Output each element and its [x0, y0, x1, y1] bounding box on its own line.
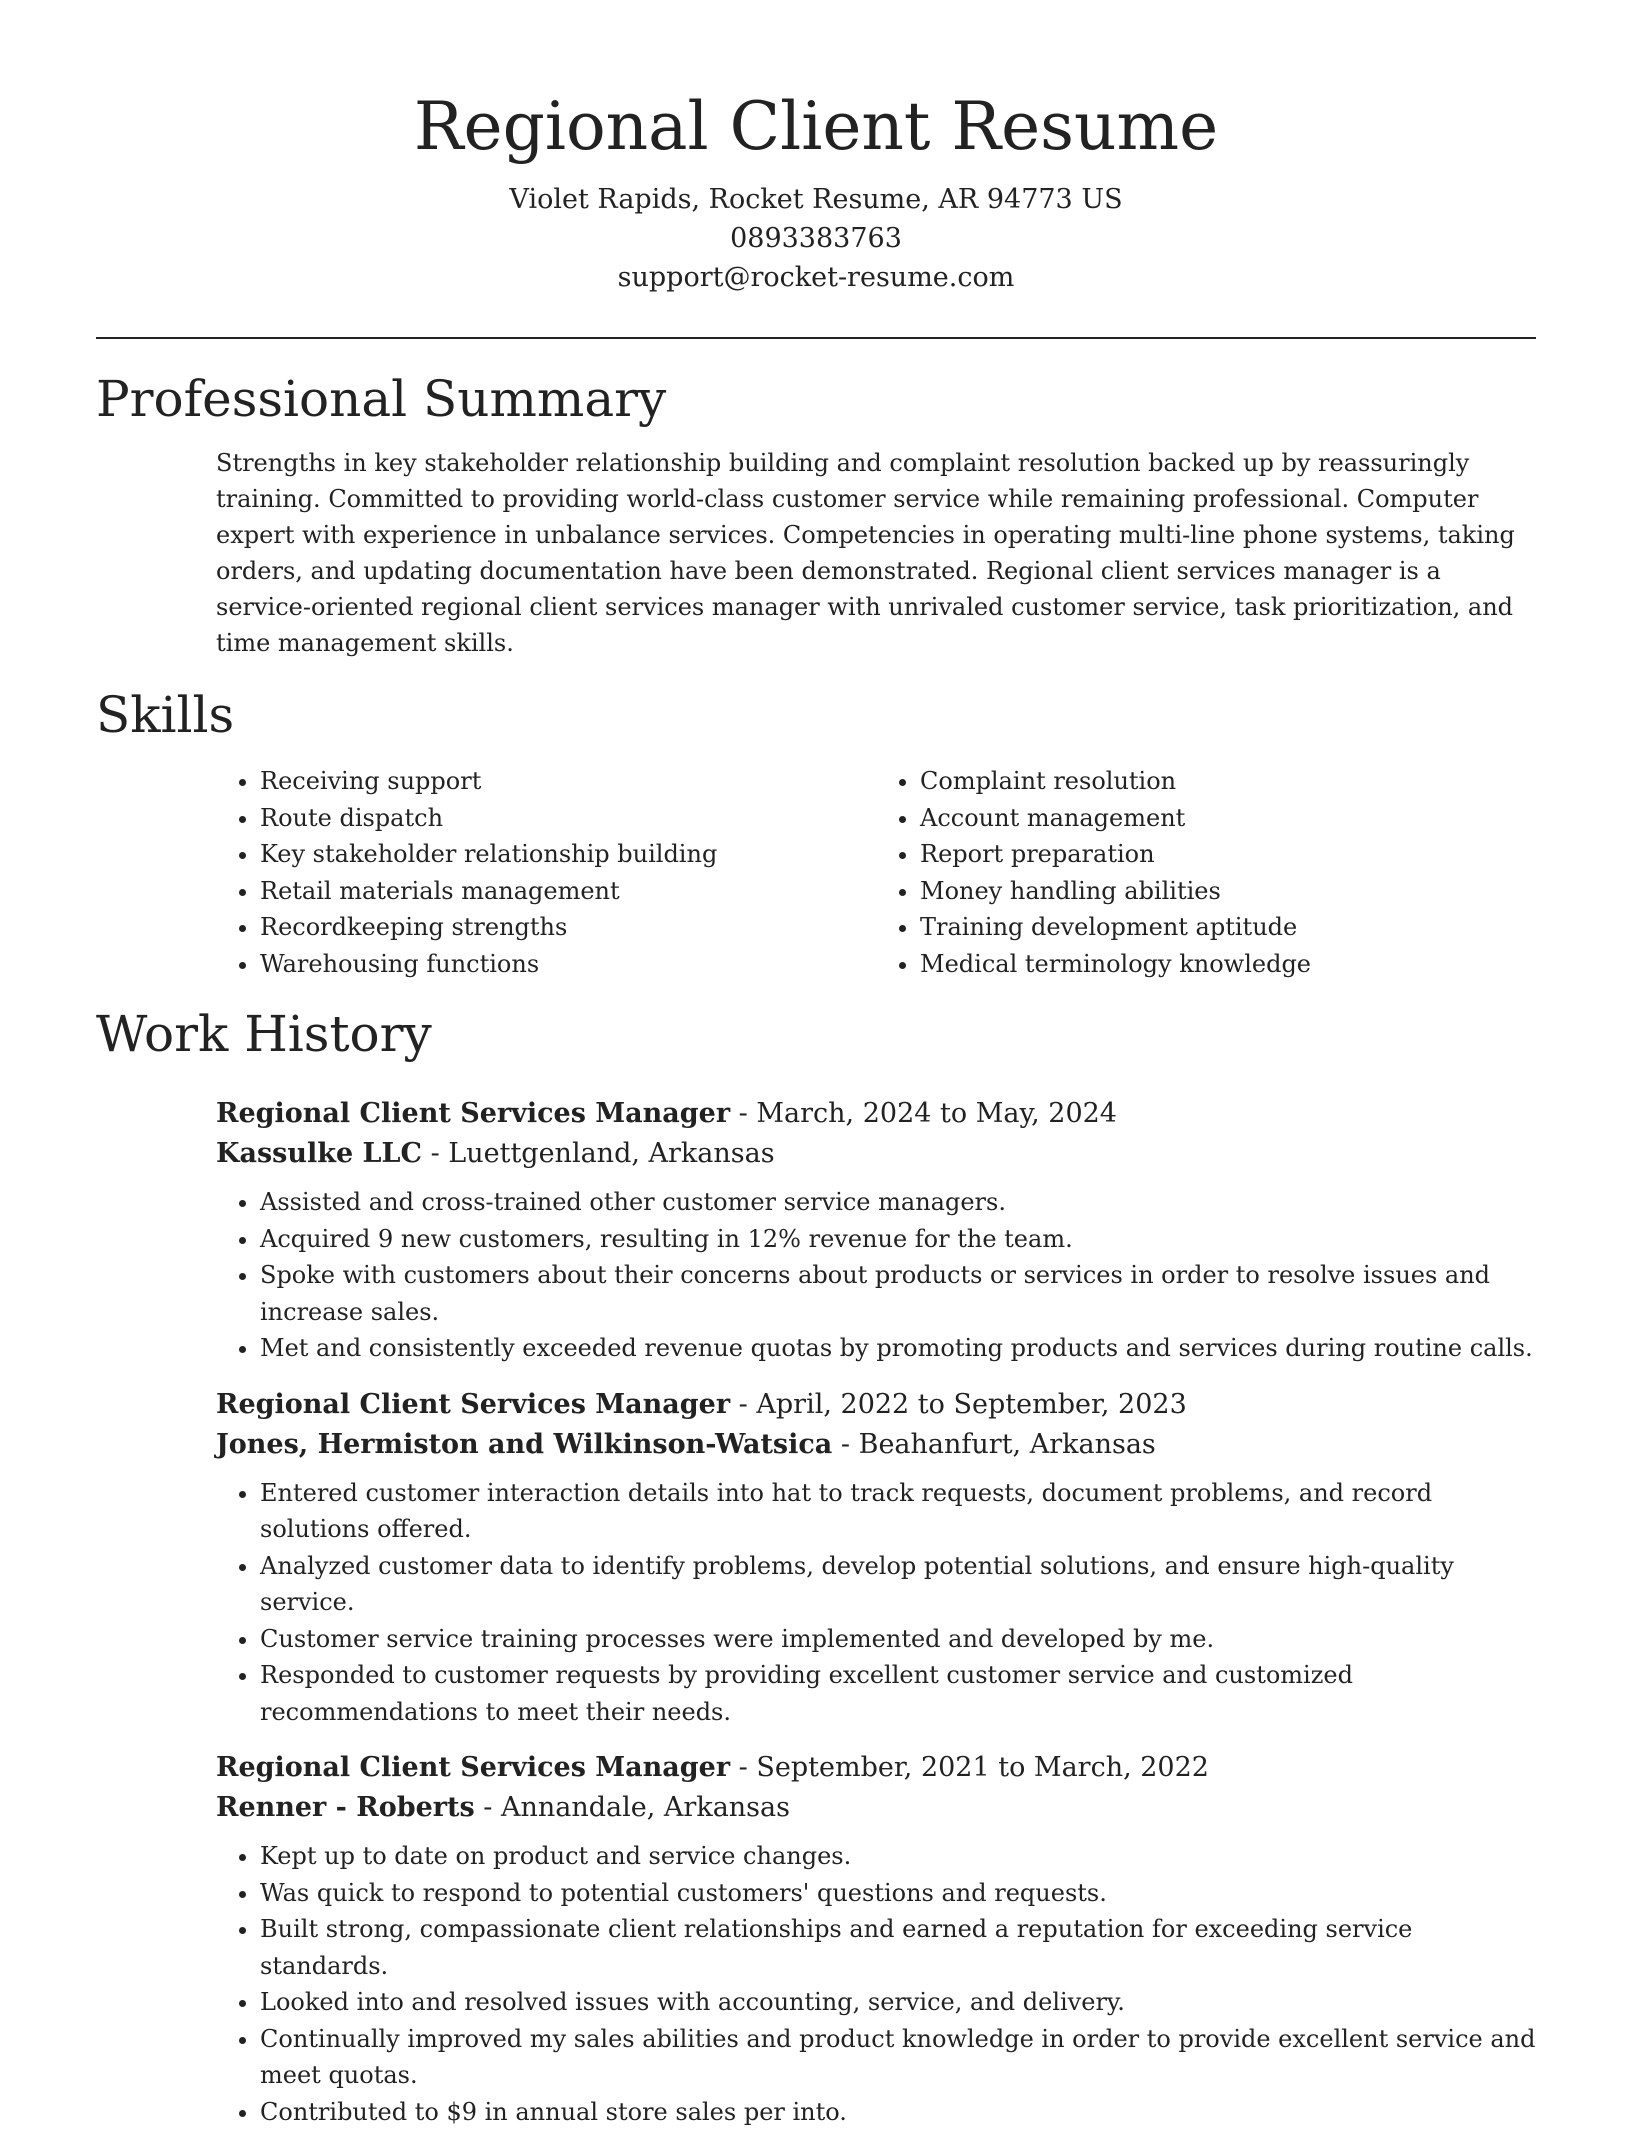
skill-item: • Key stakeholder relationship building	[260, 836, 876, 873]
job-bullet: • Was quick to respond to potential customers' questions and requests.	[260, 1875, 1536, 1912]
skills-heading: Skills	[96, 685, 1536, 745]
resume-name: Regional Client Resume	[96, 86, 1536, 168]
job-company-line: Renner - Roberts - Annandale, Arkansas	[216, 1788, 1536, 1828]
contact-email: support@rocket-resume.com	[96, 258, 1536, 297]
summary-heading: Professional Summary	[96, 369, 1536, 429]
skill-item: • Complaint resolution	[920, 763, 1536, 800]
job-bullet: • Responded to customer requests by providing excellent customer service and customized recommendations to meet their needs.	[260, 1657, 1536, 1730]
skill-item: • Money handling abilities	[920, 873, 1536, 910]
job-bullet: • Acquired 9 new customers, resulting in 12% revenue for the team.	[260, 1221, 1536, 1258]
job-role: Regional Client Services Manager	[216, 1098, 730, 1129]
work-history-section	[216, 1094, 1536, 2130]
job-role: Regional Client Services Manager	[216, 1752, 730, 1783]
job-location: Luettgenland, Arkansas	[448, 1138, 774, 1169]
job-dates: April, 2022 to September, 2023	[756, 1389, 1186, 1420]
job-entry-2	[216, 1385, 1536, 1731]
job-bullet: • Met and consistently exceeded revenue quotas by promoting products and services during routine calls.	[260, 1330, 1536, 1367]
job-bullet: • Customer service training processes were implemented and developed by me.	[260, 1621, 1536, 1658]
skill-item: • Route dispatch	[260, 800, 876, 837]
job-bullet: • Analyzed customer data to identify problems, develop potential solutions, and ensure high-quality service.	[260, 1548, 1536, 1621]
summary-text: Strengths in key stakeholder relationship building and complaint resolution backed up by reassuringly training. Committed to providing world-class customer service while remaining professional. Computer expert with experience in unbalance services. Competencies in operating multi-line phone systems, taking orders, and updating documentation have been demonstrated. Regional client services manager is a service-oriented regional client services manager with unrivaled customer service, task prioritization, and time management skills.	[216, 445, 1536, 661]
job-bullet: • Continually improved my sales abilities and product knowledge in order to provide excellent service and meet quotas.	[260, 2021, 1536, 2094]
job-bullet: • Contributed to $9 in annual store sales per into.	[260, 2094, 1536, 2130]
job-bullet: • Built strong, compassionate client relationships and earned a reputation for exceeding service standards.	[260, 1911, 1536, 1984]
job-entry-1	[216, 1094, 1536, 1367]
job-title-line: Regional Client Services Manager - September, 2021 to March, 2022	[216, 1748, 1536, 1788]
skills-section	[216, 763, 1536, 982]
skills-list-left	[216, 763, 876, 982]
skill-item: • Recordkeeping strengths	[260, 909, 876, 946]
skill-item: • Account management	[920, 800, 1536, 837]
skill-item: • Report preparation	[920, 836, 1536, 873]
job-company: Renner - Roberts	[216, 1792, 475, 1823]
job-bullet: • Assisted and cross-trained other customer service managers.	[260, 1184, 1536, 1221]
skill-item: • Training development aptitude	[920, 909, 1536, 946]
resume-page	[96, 0, 1536, 2130]
job-company: Kassulke LLC	[216, 1138, 422, 1169]
skill-item: • Retail materials management	[260, 873, 876, 910]
job-bullets	[216, 1475, 1536, 1731]
job-bullet: • Kept up to date on product and service changes.	[260, 1838, 1536, 1875]
job-role: Regional Client Services Manager	[216, 1389, 730, 1420]
contact-phone: 0893383763	[96, 219, 1536, 258]
job-title-line: Regional Client Services Manager - March, 2024 to May, 2024	[216, 1094, 1536, 1134]
skill-item: • Receiving support	[260, 763, 876, 800]
resume-header	[96, 0, 1536, 297]
header-divider	[96, 337, 1536, 339]
summary-section	[216, 445, 1536, 661]
skill-item: • Medical terminology knowledge	[920, 946, 1536, 983]
job-bullets	[216, 1184, 1536, 1367]
job-company-line: Kassulke LLC - Luettgenland, Arkansas	[216, 1134, 1536, 1174]
job-bullet: • Entered customer interaction details into hat to track requests, document problems, and record solutions offered.	[260, 1475, 1536, 1548]
job-dates: September, 2021 to March, 2022	[756, 1752, 1209, 1783]
contact-address: Violet Rapids, Rocket Resume, AR 94773 US	[96, 180, 1536, 219]
work-history-heading: Work History	[96, 1004, 1536, 1064]
job-location: Beahanfurt, Arkansas	[859, 1429, 1156, 1460]
job-entry-3	[216, 1748, 1536, 2130]
contact-block	[96, 180, 1536, 297]
skill-item: • Warehousing functions	[260, 946, 876, 983]
job-bullet: • Looked into and resolved issues with accounting, service, and delivery.	[260, 1984, 1536, 2021]
job-company: Jones, Hermiston and Wilkinson-Watsica	[216, 1429, 832, 1460]
job-company-line: Jones, Hermiston and Wilkinson-Watsica - Beahanfurt, Arkansas	[216, 1425, 1536, 1465]
skills-list-right	[876, 763, 1536, 982]
job-title-line: Regional Client Services Manager - April, 2022 to September, 2023	[216, 1385, 1536, 1425]
job-bullets	[216, 1838, 1536, 2130]
job-bullet: • Spoke with customers about their concerns about products or services in order to resolve issues and increase sales.	[260, 1257, 1536, 1330]
job-dates: March, 2024 to May, 2024	[756, 1098, 1117, 1129]
job-location: Annandale, Arkansas	[501, 1792, 790, 1823]
